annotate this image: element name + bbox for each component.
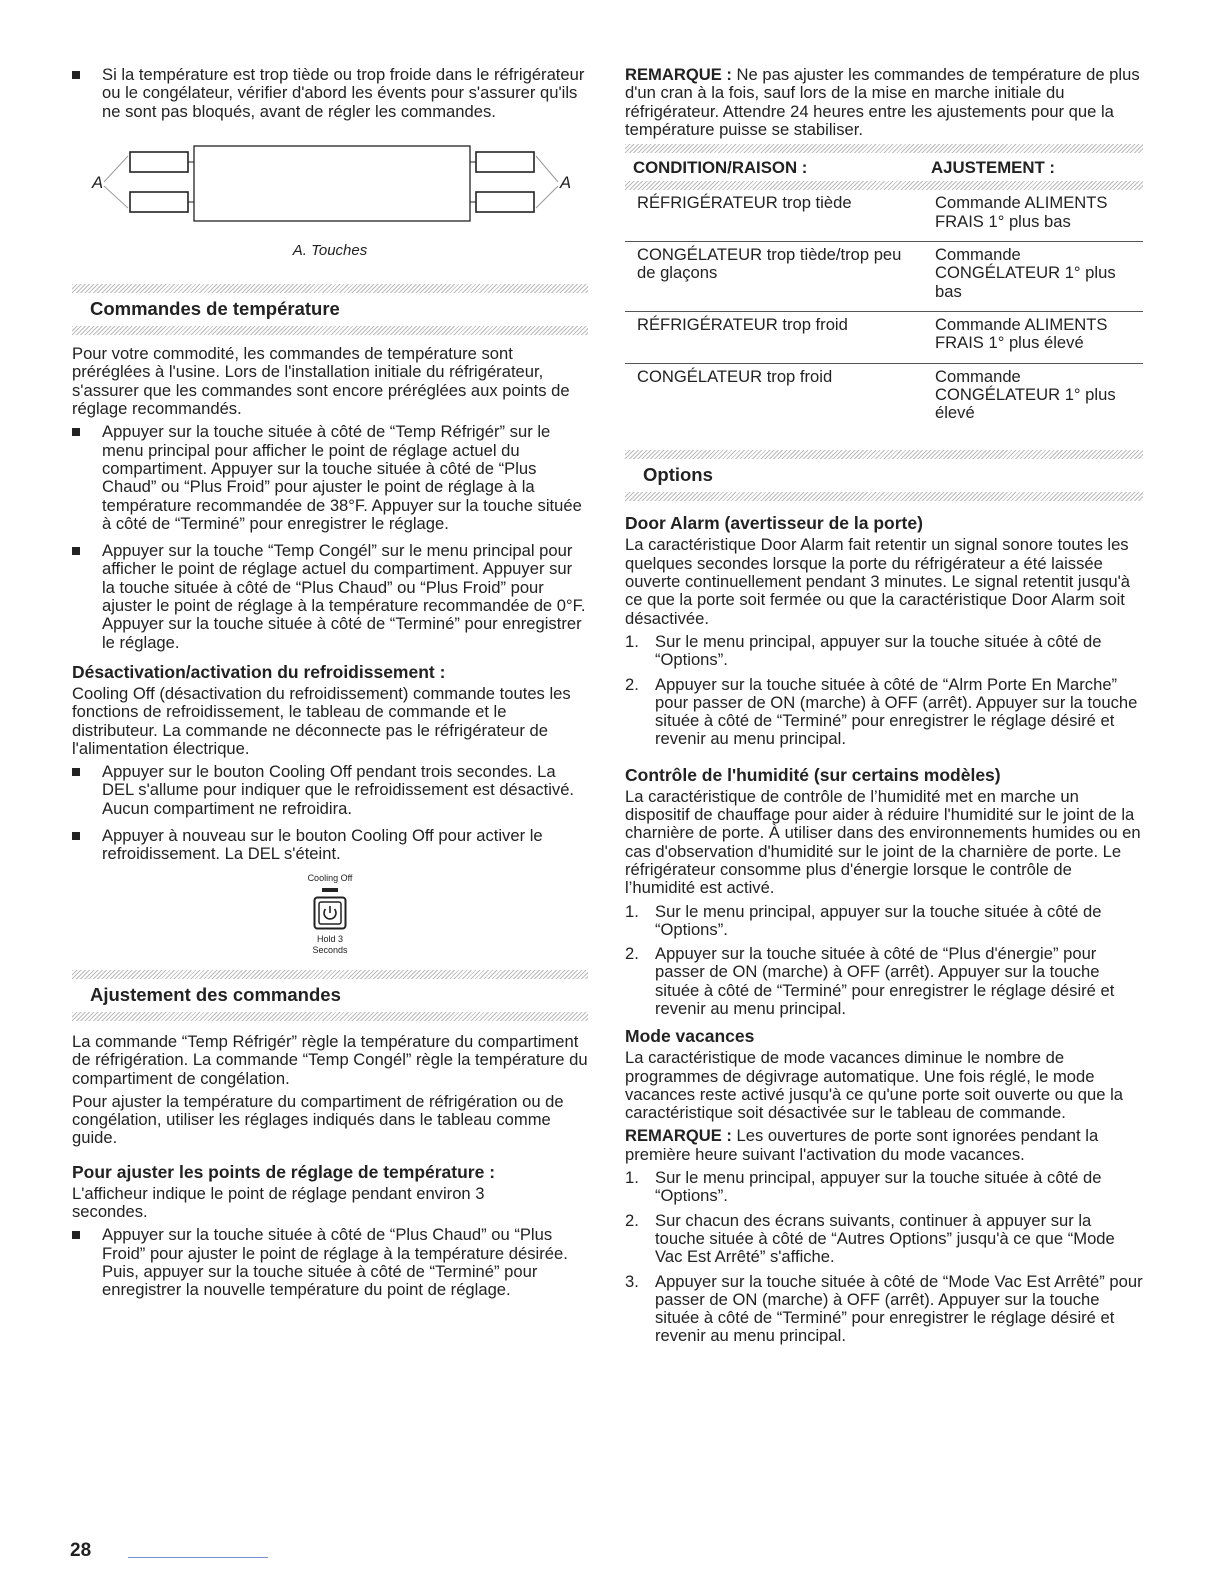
divider	[625, 181, 1143, 190]
keys-diagram	[72, 130, 588, 240]
list-item: Appuyer sur la touche “Temp Congél” sur le menu principal pour afficher le point de réglage actuel du compartiment. Appuyer sur la touche située à côté de “Plus Chaud” ou “Plus Froid” pour ajuster le point de réglage à la température recommandée de 0°F. Appuyer sur la touche située à côté de “Terminé” pour enregistrer le réglage.	[72, 542, 588, 652]
table-row: RÉFRIGÉRATEUR trop tiède Commande ALIMENTS FRAIS 1° plus bas	[625, 190, 1143, 241]
button-bottom-label: Seconds	[312, 944, 348, 955]
footer-line	[128, 1557, 268, 1558]
bullet-icon	[72, 1231, 80, 1239]
page-number: 28	[70, 1540, 92, 1561]
list-item: 1. Sur le menu principal, appuyer sur la touche située à côté de “Options”.	[625, 1168, 1102, 1206]
section-temp-controls	[72, 284, 588, 335]
section-adjust	[72, 970, 588, 1021]
paragraph: La caractéristique de contrôle de l’humidité met en marche un dispositif de chauffage pour aider à réduire l'humidité sur le joint de la charnière de porte. À utiliser dans des environnements humides ou en cas d'observation d'humidité sur le joint de la charnière de porte. Le réfrigérateur consomme plus d'énergie lorsque le contrôle de l’humidité est activé.	[625, 786, 1141, 898]
list-item: 2. Sur chacun des écrans suivants, continuer à appuyer sur la touche située à côté de “Autres Options” jusqu'à ce que “Mode Vac Est Arrêté” s'affiche.	[625, 1210, 1115, 1267]
paragraph: La caractéristique Door Alarm fait retentir un signal sonore toutes les quelques secondes lorsque la porte du réfrigérateur a été laissée ouverte continuellement pendant 3 minutes. Le signal retentit jusqu'à ce que la porte soit fermée ou que la caractéristique Door Alarm soit désactivée.	[625, 535, 1130, 628]
divider	[625, 450, 1143, 459]
bullet-icon	[72, 832, 80, 840]
list-item: Appuyer sur la touche située à côté de “Temp Réfrigér” sur le menu principal pour afficher le point de réglage actuel du compartiment. Appuyer sur la touche située à côté de “Plus Chaud” ou “Plus Froid” pour ajuster le point de réglage à la température recommandée de 38°F. Appuyer sur la touche située à côté de “Terminé” pour enregistrer le réglage.	[72, 423, 588, 533]
subheading-vacation: Mode vacances	[625, 1026, 755, 1047]
right-column	[625, 66, 1143, 1352]
section-heading: Commandes de température	[90, 298, 340, 320]
paragraph: L'afficheur indique le point de réglage pendant environ 3 secondes.	[72, 1183, 485, 1221]
intro-bullet: Si la température est trop tiède ou trop froide dans le réfrigérateur ou le congélateur, vérifier d'abord les évents pour s'assurer qu'ils ne sont pas bloqués, avant de régler les commandes.	[72, 66, 588, 121]
divider	[72, 1012, 588, 1021]
diagram-caption: A. Touches	[292, 241, 368, 259]
list-item: 2. Appuyer sur la touche située à côté de “Plus d'énergie” pour passer de ON (marche) à OFF (arrêt). Appuyer sur la touche située à côté de “Terminé” pour enregistrer le réglage désiré et revenir au menu principal.	[625, 944, 1115, 1018]
table-row: CONGÉLATEUR trop tiède/trop peu de glaçons Commande CONGÉLATEUR 1° plus bas	[625, 242, 1143, 312]
table-row: CONGÉLATEUR trop froid Commande CONGÉLATEUR 1° plus élevé	[637, 366, 1116, 423]
paragraph: Pour votre commodité, les commandes de température sont préréglées à l'usine. Lors de l'installation initiale du réfrigérateur, s'assurer que les commandes sont encore préréglées aux points de réglage recommandés.	[72, 344, 570, 419]
paragraph: La caractéristique de mode vacances diminue le nombre de programmes de dégivrage automatique. Une fois réglé, le mode vacances reste activé jusqu'à ce qu'une porte soit ouverte ou que la caractéristique soit désactivée sur le tableau de commande.	[625, 1048, 1124, 1123]
diagram-label-left: A	[92, 172, 104, 192]
divider	[625, 492, 1143, 501]
section-options	[625, 450, 1143, 501]
left-column	[72, 66, 588, 1308]
section-heading: Ajustement des commandes	[90, 983, 341, 1005]
bullet-icon	[72, 768, 80, 776]
adjustment-table	[625, 153, 1143, 432]
led-indicator	[322, 888, 338, 892]
remark: REMARQUE : Les ouvertures de porte sont ignorées pendant la première heure suivant l'activation du mode vacances.	[625, 1126, 1099, 1164]
table-header: CONDITION/RAISON :	[633, 158, 808, 178]
button-bottom-label: Hold 3	[316, 933, 343, 944]
subheading-setpoint: Pour ajuster les points de réglage de température :	[72, 1161, 496, 1182]
power-icon	[313, 896, 347, 930]
bullet-icon	[72, 547, 80, 555]
remark: REMARQUE : Ne pas ajuster les commandes de température de plus d'un cran à la fois, sauf lors de la mise en marche initiale du réfrigérateur. Attendre 24 heures entre les ajustements pour que la température puisse se stabiliser.	[625, 65, 1140, 139]
paragraph: Cooling Off (désactivation du refroidissement) commande toutes les fonctions de refroidissement, le tableau de commande et le distributeur. La commande ne déconnecte pas le réfrigérateur de l'alimentation électrique.	[72, 683, 571, 758]
subheading-humidity: Contrôle de l'humidité (sur certains modèles)	[625, 764, 1001, 785]
list-item: 1. Sur le menu principal, appuyer sur la touche située à côté de “Options”.	[625, 901, 1102, 939]
divider	[625, 144, 1143, 153]
divider	[72, 970, 588, 979]
control-panel-drawing	[72, 130, 588, 240]
paragraph: La commande “Temp Réfrigér” règle la température du compartiment de réfrigération. La commande “Temp Congél” règle la température du compartiment de congélation.	[72, 1031, 588, 1088]
diagram-label-right: A	[560, 172, 572, 192]
list-item: 2. Appuyer sur la touche située à côté de “Alrm Porte En Marche” pour passer de ON (marche) à OFF (arrêt). Appuyer sur la touche située à côté de “Terminé” pour enregistrer le réglage désiré et revenir au menu principal.	[625, 674, 1138, 749]
paragraph: Pour ajuster la température du compartiment de réfrigération ou de congélation, utiliser les réglages indiqués dans le tableau comme guide.	[72, 1091, 564, 1148]
cooling-off-button-illustration	[72, 873, 588, 956]
subheading-door-alarm: Door Alarm (avertisseur de la porte)	[625, 513, 923, 534]
table-row: RÉFRIGÉRATEUR trop froid Commande ALIMENTS FRAIS 1° plus élevé	[625, 311, 1143, 363]
button-top-label: Cooling Off	[307, 872, 353, 883]
bullet-icon	[72, 428, 80, 436]
list-item: Appuyer sur la touche située à côté de “Plus Chaud” ou “Plus Froid” pour ajuster le point de réglage à la température désirée. Puis, appuyer sur la touche située à côté de “Terminé” pour enregistrer la nouvelle température du point de réglage.	[72, 1226, 588, 1299]
list-item: Appuyer à nouveau sur le bouton Cooling Off pour activer le refroidissement. La DEL s'éteint.	[72, 827, 588, 864]
list-item: 3. Appuyer sur la touche située à côté de “Mode Vac Est Arrêté” pour passer de ON (marche) à OFF (arrêt). Appuyer sur la touche située à côté de “Terminé” pour enregistrer le réglage désiré et revenir au menu principal.	[625, 1271, 1143, 1346]
table-header: AJUSTEMENT :	[931, 158, 1055, 178]
bullet-icon	[72, 71, 80, 79]
divider	[72, 284, 588, 293]
subheading-cooling: Désactivation/activation du refroidissement :	[72, 661, 446, 682]
list-item: Appuyer sur le bouton Cooling Off pendant trois secondes. La DEL s'allume pour indiquer que le refroidissement est désactivé. Aucun compartiment ne refroidira.	[72, 763, 588, 818]
table-header-row	[625, 153, 1143, 181]
section-heading: Options	[643, 464, 713, 486]
divider	[72, 326, 588, 335]
list-item: 1. Sur le menu principal, appuyer sur la touche située à côté de “Options”.	[625, 631, 1102, 670]
